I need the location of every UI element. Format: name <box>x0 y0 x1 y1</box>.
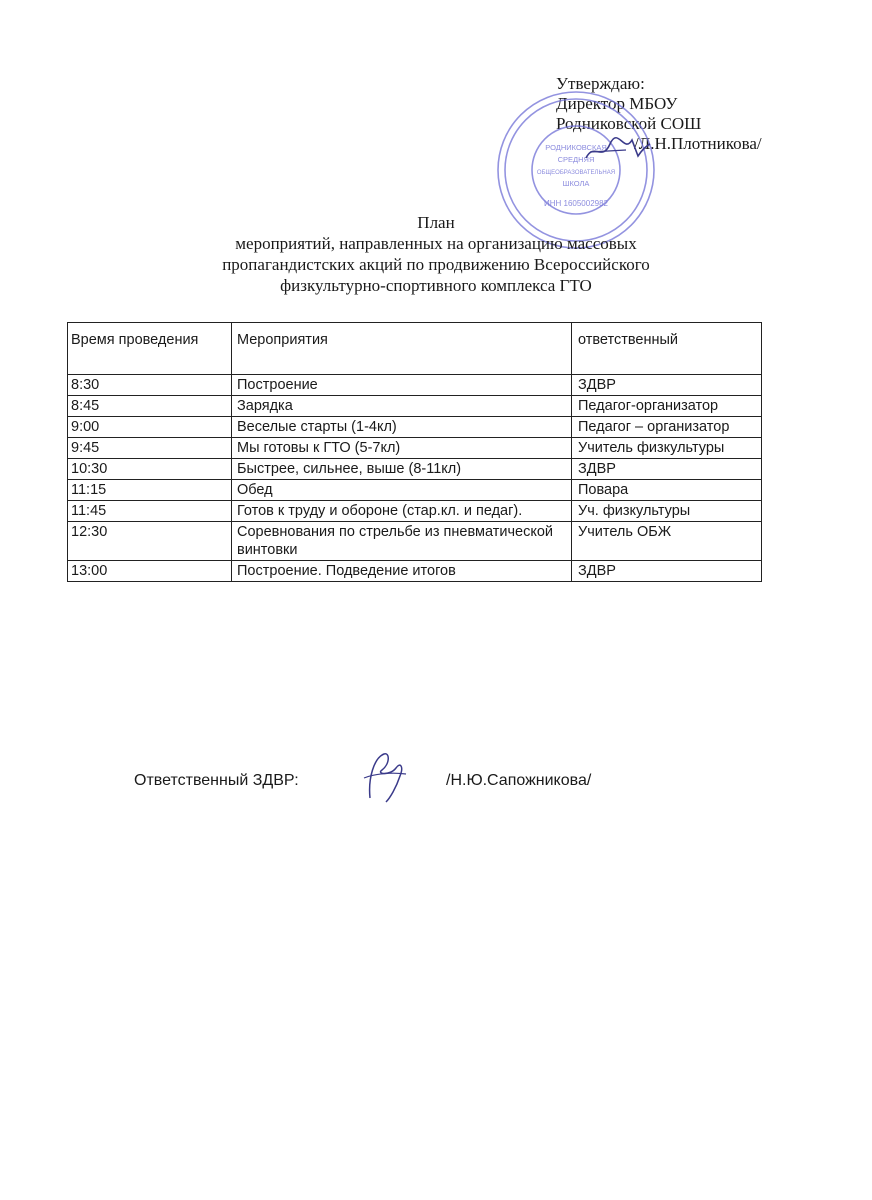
cell-event: Построение. Подведение итогов <box>232 561 572 582</box>
cell-time: 13:00 <box>68 561 232 582</box>
cell-responsible: Повара <box>572 480 762 501</box>
zdvr-signature <box>360 748 410 806</box>
approval-line-approve: Утверждаю: <box>556 74 645 93</box>
cell-event: Построение <box>232 375 572 396</box>
table-row <box>68 417 762 438</box>
approval-line-title: Директор МБОУ <box>556 94 678 113</box>
cell-responsible: Педагог – организатор <box>572 417 762 438</box>
cell-event: Соревнования по стрельбе из пневматической винтовки <box>232 522 572 561</box>
plan-subtitle-line3: физкультурно-спортивного комплекса ГТО <box>280 276 592 295</box>
footer-label: Ответственный ЗДВР: <box>134 772 299 789</box>
stamp-inn: ИНН 1605002982 <box>543 199 609 208</box>
cell-time: 9:00 <box>68 417 232 438</box>
cell-time: 10:30 <box>68 459 232 480</box>
cell-responsible: Педагог-организатор <box>572 396 762 417</box>
cell-event: Веселые старты (1-4кл) <box>232 417 572 438</box>
cell-time: 11:15 <box>68 480 232 501</box>
cell-responsible: Учитель ОБЖ <box>572 522 762 561</box>
stamp-inner-line3: ОБЩЕОБРАЗОВАТЕЛЬНАЯ <box>536 170 616 176</box>
table-row <box>68 459 762 480</box>
plan-subtitle-line1: мероприятий, направленных на организацию массовых <box>235 234 637 253</box>
cell-event: Готов к труду и обороне (стар.кл. и педаг). <box>232 501 572 522</box>
cell-time: 11:45 <box>68 501 232 522</box>
cell-event: Обед <box>232 480 572 501</box>
plan-heading <box>100 212 772 296</box>
plan-title: План <box>417 213 455 232</box>
stamp-inner-line2: СРЕДНЯЯ <box>557 155 595 164</box>
footer-name: /Н.Ю.Сапожникова/ <box>446 772 592 789</box>
cell-event: Зарядка <box>232 396 572 417</box>
table-header-row <box>68 323 762 375</box>
cell-event: Быстрее, сильнее, выше (8-11кл) <box>232 459 572 480</box>
approval-line-director-name: /Л.Н.Плотникова/ <box>634 134 762 153</box>
cell-responsible: ЗДВР <box>572 375 762 396</box>
cell-time: 9:45 <box>68 438 232 459</box>
table-row <box>68 396 762 417</box>
table-row <box>68 522 762 561</box>
header-responsible: ответственный <box>572 323 762 375</box>
stamp-inner-line1: РОДНИКОВСКАЯ <box>545 143 607 152</box>
cell-time: 8:30 <box>68 375 232 396</box>
cell-event: Мы готовы к ГТО (5-7кл) <box>232 438 572 459</box>
table-row <box>68 480 762 501</box>
cell-responsible: ЗДВР <box>572 561 762 582</box>
table-row <box>68 561 762 582</box>
cell-responsible: ЗДВР <box>572 459 762 480</box>
plan-subtitle-line2: пропагандистских акций по продвижению Всероссийского <box>222 255 650 274</box>
table-row <box>68 375 762 396</box>
schedule-table <box>67 322 762 582</box>
cell-time: 8:45 <box>68 396 232 417</box>
approval-line-school: Родниковской СОШ <box>556 114 702 133</box>
header-event: Мероприятия <box>232 323 572 375</box>
table-row <box>68 438 762 459</box>
cell-responsible: Уч. физкультуры <box>572 501 762 522</box>
table-row <box>68 501 762 522</box>
cell-time: 12:30 <box>68 522 232 561</box>
header-time: Время проведения <box>68 323 232 375</box>
stamp-inner-line4: ШКОЛА <box>562 179 590 188</box>
director-signature <box>582 132 652 166</box>
cell-responsible: Учитель физкультуры <box>572 438 762 459</box>
